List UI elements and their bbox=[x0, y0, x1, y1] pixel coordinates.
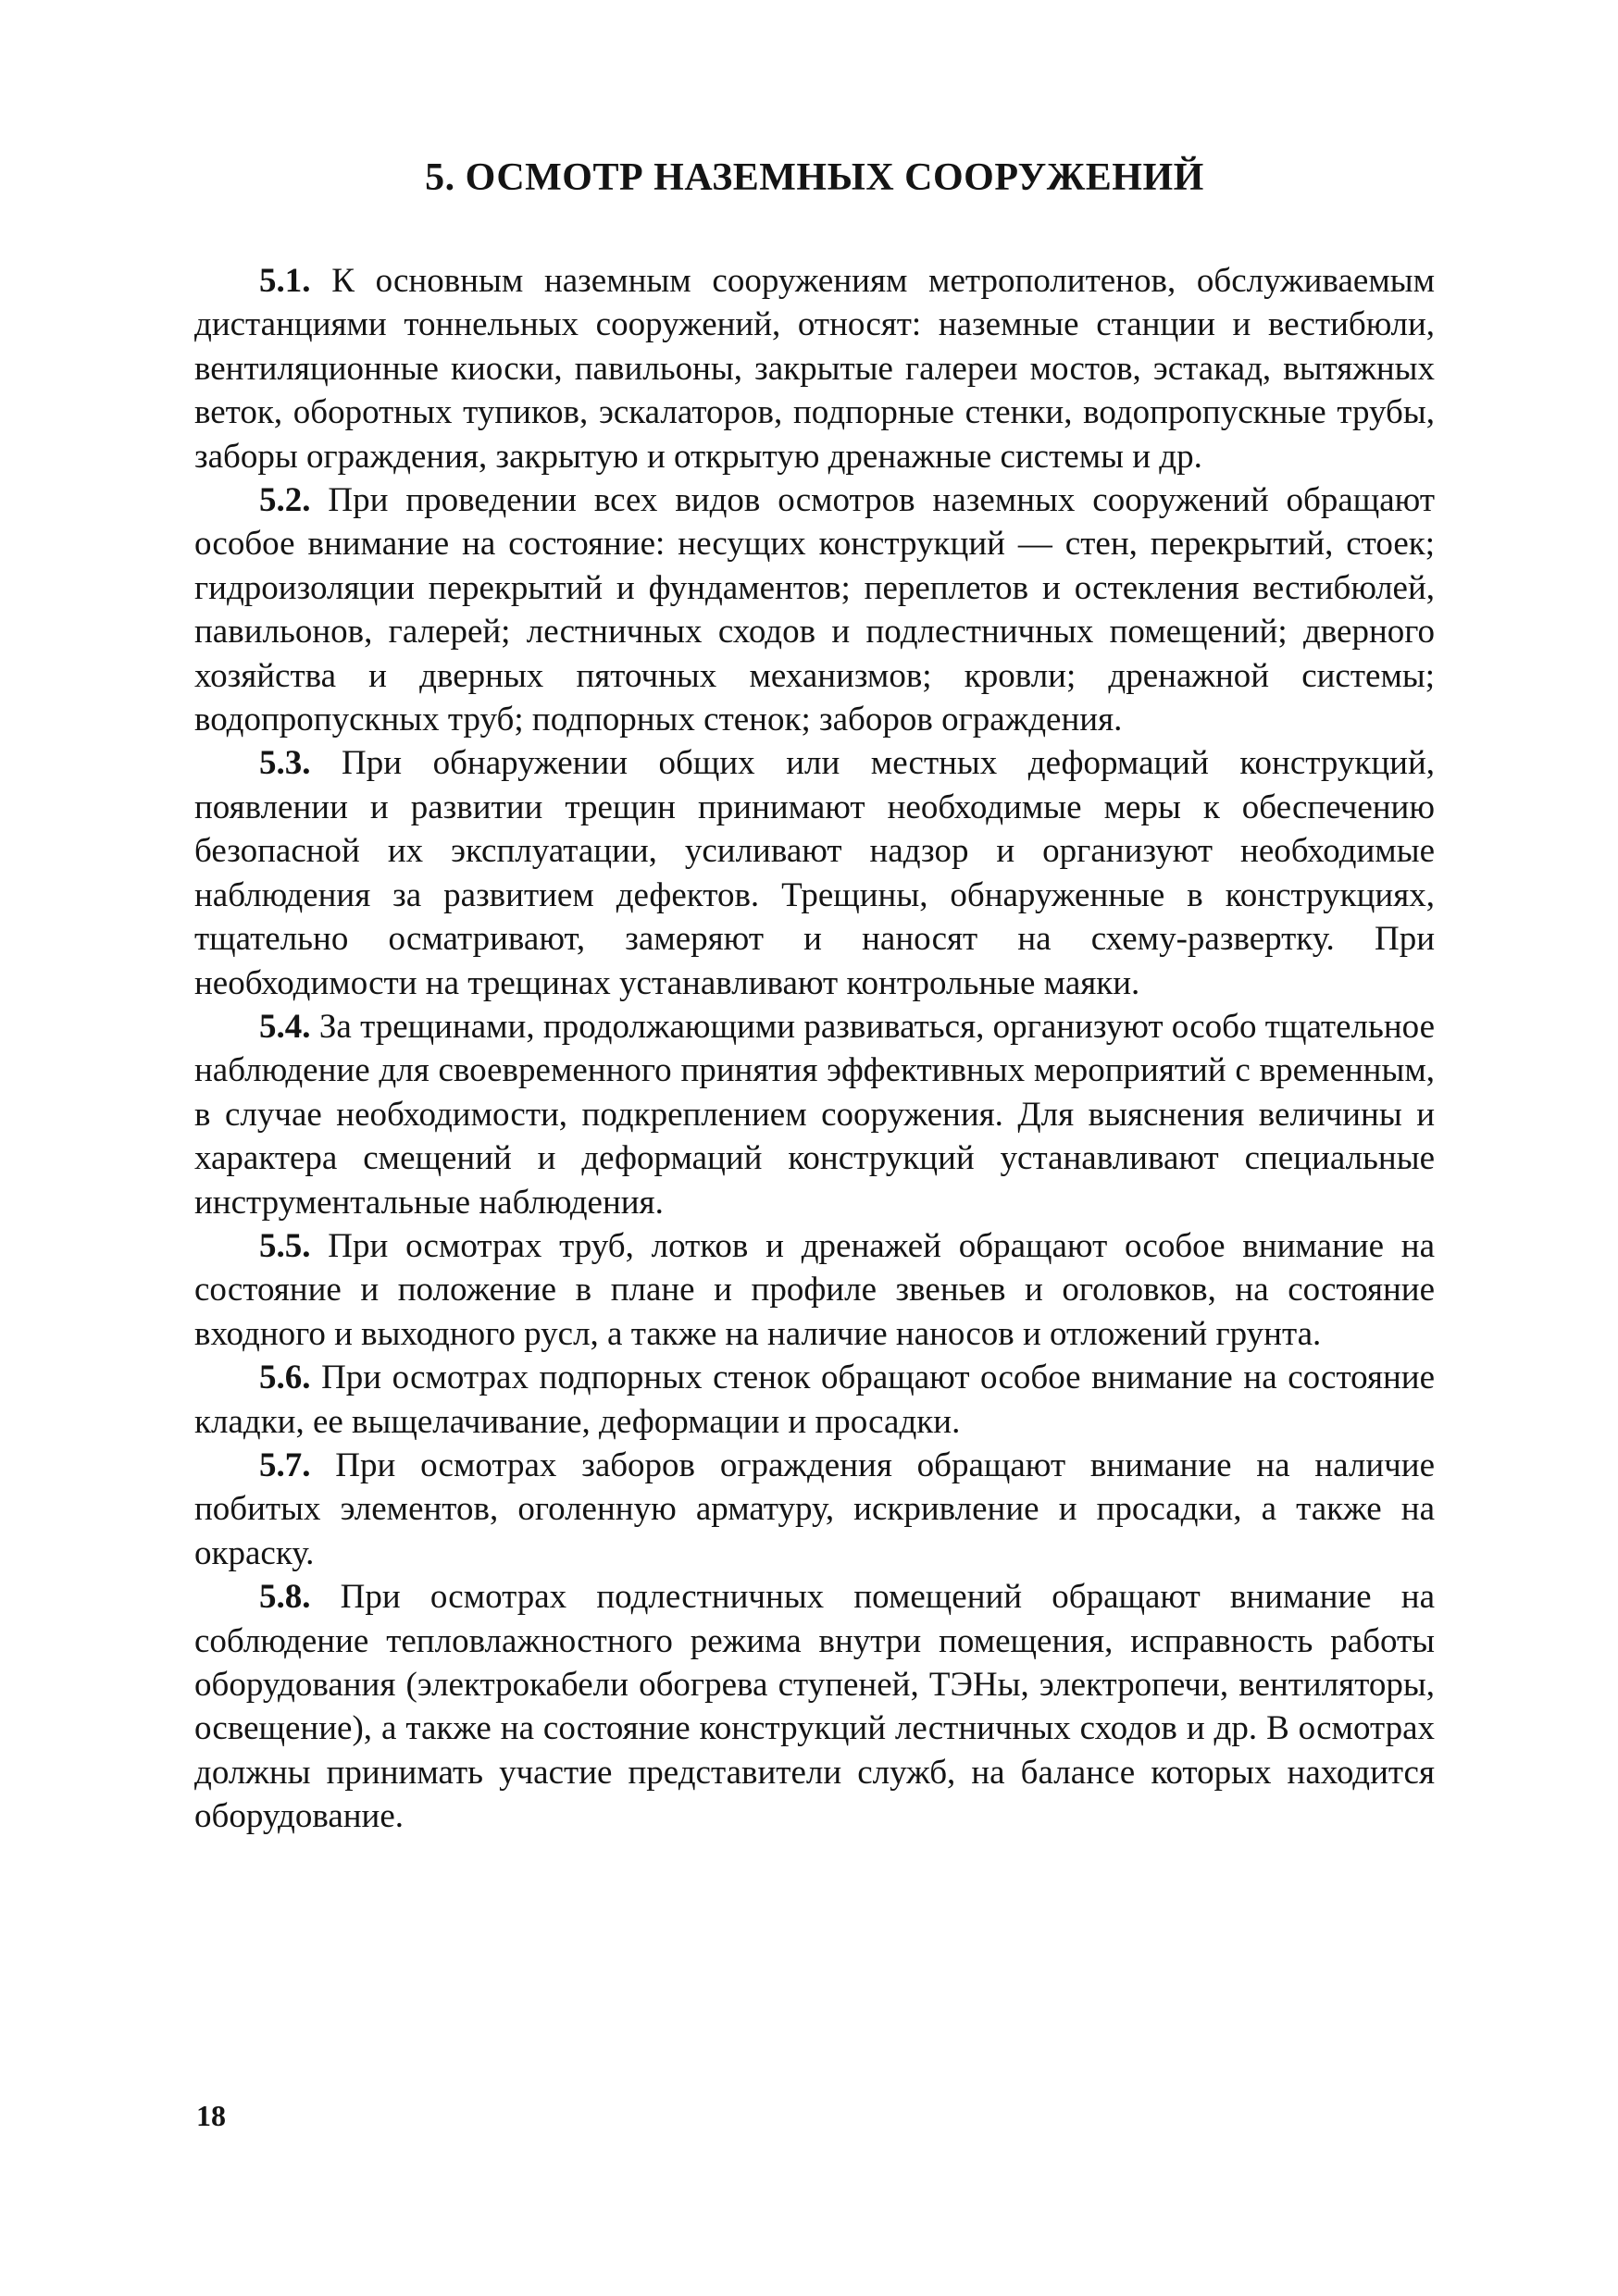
paragraph-text: К основным наземным сооружениям метрополитенов, обслуживаемым дистанциями тоннельных сооружений, относят: наземные станции и вестибюли, вентиляционные киоски, павильоны, закрытые галереи мостов, эстакад, вытяжных веток, оборотных тупиков, эскалаторов, подпорные стенки, водопропускные трубы, заборы ограждения, закрытую и открытую дренажные системы и др. bbox=[194, 262, 1436, 476]
paragraph-text: За трещинами, продолжающими развиваться, организуют особо тщательное наблюдение для своевременного принятия эффективных мероприятий с временным, в случае необходимости, подкреплением сооружения. Для выяснения величины и характера смещений и деформаций конструкций устанавливают специальные инструментальные наблюдения. bbox=[194, 1007, 1436, 1222]
paragraph-text: При проведении всех видов осмотров наземных сооружений обращают особое внимание на состояние: несущих конструкций — стен, перекрытий, стоек; гидроизоляции перекрытий и фундаментов; переплетов и остекления вестибюлей, павильонов, галерей; лестничных сходов и подлестничных помещений; дверного хозяйства и дверных пяточных механизмов; кровли; дренажной системы; водопропускных труб; подпорных стенок; заборов ограждения. bbox=[194, 481, 1435, 739]
paragraph-number: 5.1. bbox=[259, 262, 311, 300]
paragraph-text: При осмотрах заборов ограждения обращают внимание на наличие побитых элементов, оголенную арматуру, искривление и просадки, а также на окраску. bbox=[194, 1446, 1436, 1572]
paragraph-text: При осмотрах подпорных стенок обращают особое внимание на состояние кладки, ее выщелачивание, деформации и просадки. bbox=[194, 1359, 1435, 1441]
paragraph-5-8 bbox=[194, 1575, 1435, 1838]
paragraph-5-4 bbox=[194, 1005, 1435, 1224]
paragraph-5-5 bbox=[194, 1224, 1435, 1356]
paragraph-text: При осмотрах подлестничных помещений обращают внимание на соблюдение тепловлажностного режима внутри помещения, исправность работы оборудования (электрокабели обогрева ступеней, ТЭНы, электропечи, вентиляторы, освещение), а также на состояние конструкций лестничных сходов и др. В осмотрах должны принимать участие представители служб, на балансе которых находится оборудование. bbox=[194, 1578, 1435, 1836]
paragraph-5-3 bbox=[194, 741, 1435, 1004]
paragraph-5-6 bbox=[194, 1356, 1435, 1444]
paragraph-number: 5.6. bbox=[259, 1359, 311, 1397]
paragraph-text: При обнаружении общих или местных деформаций конструкций, появлении и развитии трещин принимают необходимые меры к обеспечению безопасной их эксплуатации, усиливают надзор и организуют необходимые наблюдения за развитием дефектов. Трещины, обнаруженные в конструкциях, тщательно осматривают, замеряют и наносят на схему-развертку. При необходимости на трещинах устанавливают контрольные маяки. bbox=[194, 744, 1436, 1002]
paragraph-5-2 bbox=[194, 478, 1435, 741]
section-title: 5. ОСМОТР НАЗЕМНЫХ СООРУЖЕНИЙ bbox=[425, 156, 1204, 199]
page-number: 18 bbox=[196, 2099, 226, 2132]
paragraph-5-1 bbox=[194, 259, 1435, 478]
paragraph-number: 5.8. bbox=[259, 1578, 311, 1617]
paragraph-text: При осмотрах труб, лотков и дренажей обращают особое внимание на состояние и положение в плане и профиле звеньев и оголовков, на состояние входного и выходного русл, а также на наличие наносов и отложений грунта. bbox=[194, 1226, 1435, 1353]
paragraph-number: 5.2. bbox=[259, 481, 311, 520]
paragraph-number: 5.5. bbox=[259, 1226, 311, 1265]
paragraph-number: 5.4. bbox=[259, 1007, 311, 1046]
paragraph-5-7 bbox=[194, 1444, 1435, 1575]
paragraph-number: 5.7. bbox=[259, 1446, 311, 1484]
paragraph-number: 5.3. bbox=[259, 744, 311, 783]
section-body bbox=[194, 259, 1435, 1839]
